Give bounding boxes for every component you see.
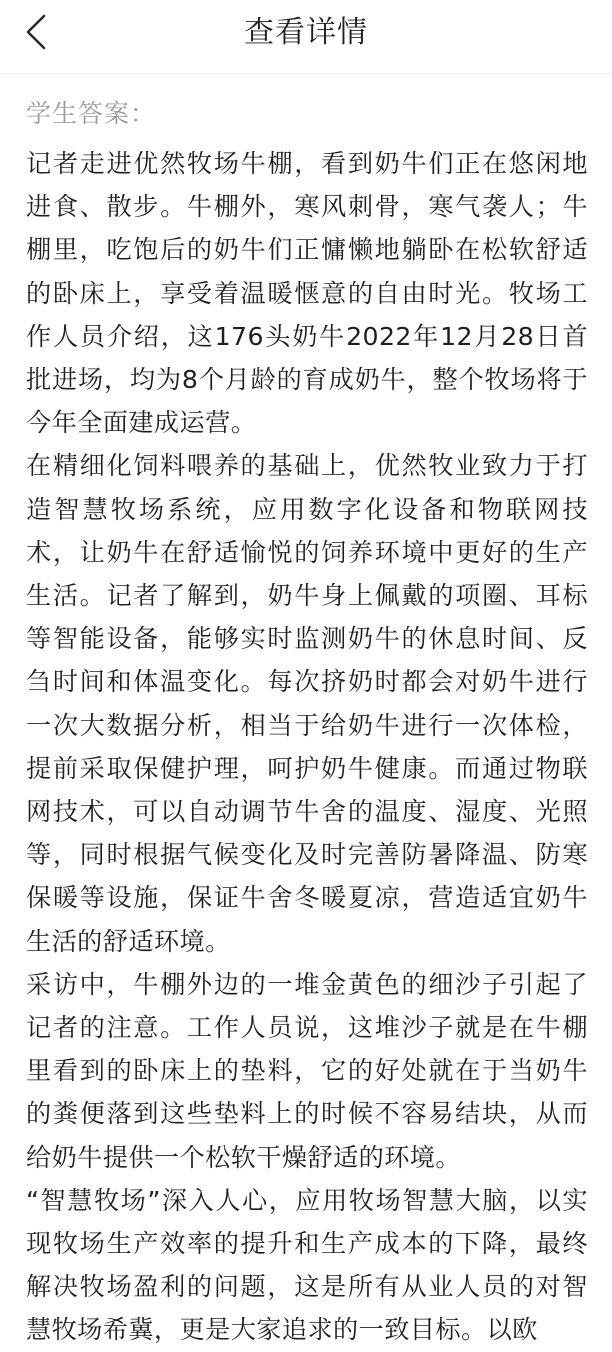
answer-detail-content	[26, 94, 588, 1352]
answer-paragraph-3: 采访中，牛棚外边的一堆金黄色的细沙子引起了记者的注意。工作人员说，这堆沙子就是在牛棚里看到的卧床上的垫料，它的好处就在于当奶牛的粪便落到这些垫料上的时候不容易结块，从而给奶牛提供一个松软干燥舒适的环境。	[26, 969, 588, 1172]
student-answer-label: 学生答案：	[26, 99, 157, 128]
answer-paragraph-4: “智慧牧场”深入人心，应用牧场智慧大脑，以实现牧场生产效率的提升和生产成本的下降，最终解决牧场盈利的问题，这是所有从业人员的对智慧牧场希冀，更是大家追求的一致目标。以欧	[26, 1185, 588, 1345]
answer-paragraph-1: 记者走进优然牧场牛棚，看到奶牛们正在悠闲地进食、散步。牛棚外，寒风刺骨，寒气袭人；牛棚里，吃饱后的奶牛们正慵懒地躺卧在松软舒适的卧床上，享受着温暖惬意的自由时光。牧场工作人员介绍，这176头奶牛2022年12月28日首批进场，均为8个月龄的育成奶牛，整个牧场将于今年全面建成运营。	[26, 149, 588, 438]
page-title: 查看详情	[244, 15, 368, 50]
top-nav-bar	[0, 0, 612, 74]
answer-paragraph-2: 在精细化饲料喂养的基础上，优然牧业致力于打造智慧牧场系统，应用数字化设备和物联网技术，让奶牛在舒适愉悦的饲养环境中更好的生产生活。记者了解到，奶牛身上佩戴的项圈、耳标等智能设备，能够实时监测奶牛的休息时间、反刍时间和体温变化。每次挤奶时都会对奶牛进行一次大数据分析，相当于给奶牛进行一次体检，提前采取保健护理，呵护奶牛健康。而通过物联网技术，可以自动调节牛舍的温度、湿度、光照等，同时根据气候变化及时完善防暑降温、防寒保暖等设施，保证牛舍冬暖夏凉，营造适宜奶牛生活的舒适环境。	[26, 451, 588, 956]
